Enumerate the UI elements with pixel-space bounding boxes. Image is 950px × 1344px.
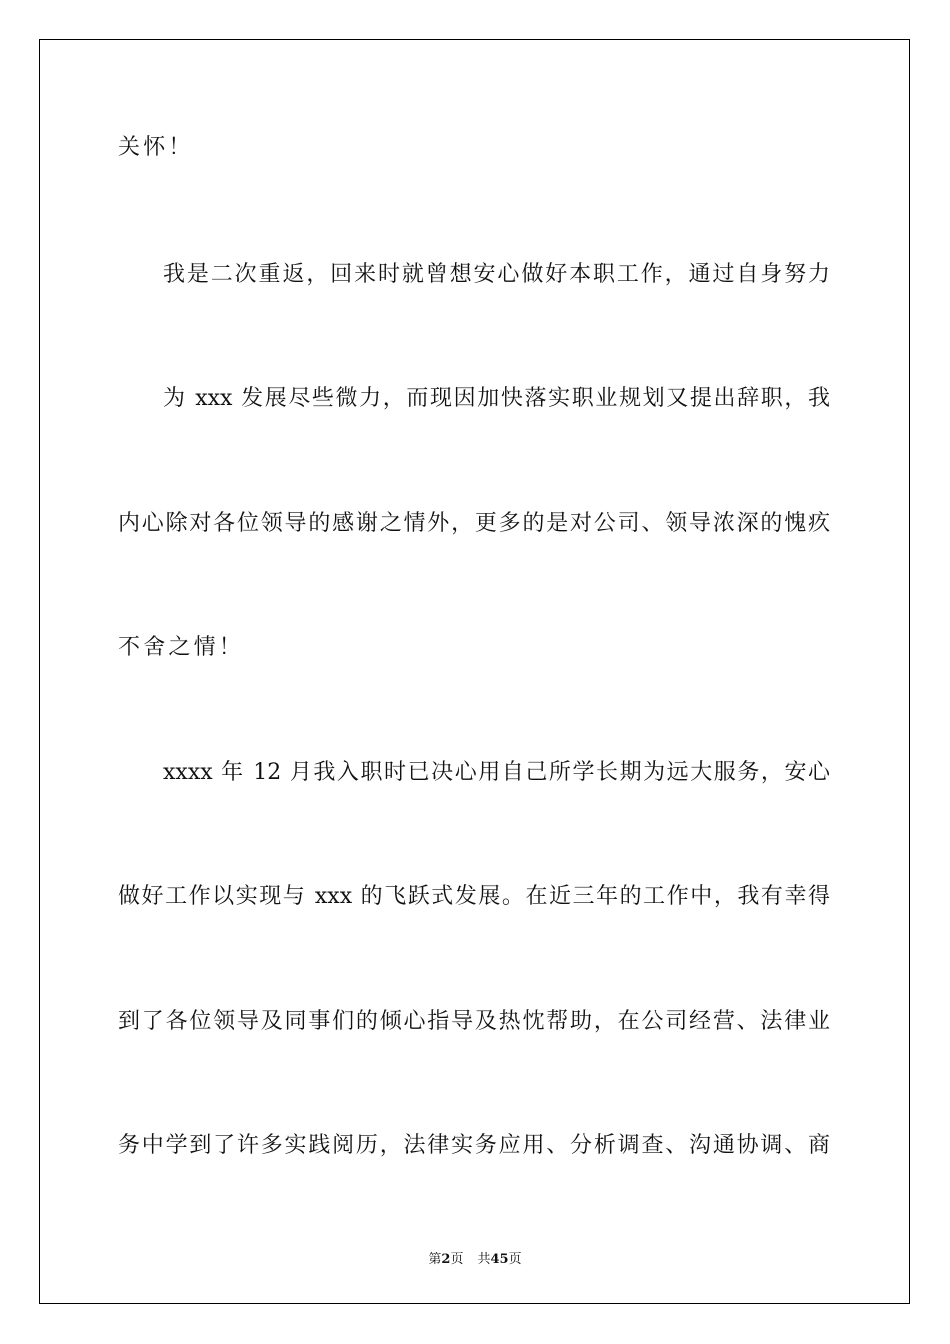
- text-line-4: 内心除对各位领导的感谢之情外，更多的是对公司、领导浓深的愧疚: [118, 511, 830, 536]
- text-line-5: 不舍之情！: [118, 635, 245, 660]
- total-prefix: 共: [477, 1252, 491, 1267]
- text-line-3: 为 xxx 发展尽些微力，而现因加快落实职业规划又提出辞职，我: [163, 386, 830, 411]
- total-suffix: 页: [508, 1252, 522, 1267]
- page-border: [39, 39, 910, 1304]
- page-footer: [0, 1248, 950, 1267]
- total-pages: 45: [490, 1252, 509, 1267]
- text-line-7: 做好工作以实现与 xxx 的飞跃式发展。在近三年的工作中，我有幸得: [118, 884, 830, 909]
- text-line-1: 关怀！: [118, 135, 194, 160]
- text-line-2: 我是二次重返，回来时就曾想安心做好本职工作，通过自身努力: [163, 262, 830, 287]
- page-suffix: 页: [450, 1252, 464, 1267]
- page-prefix: 第: [428, 1252, 442, 1267]
- page-number: 2: [441, 1252, 451, 1267]
- text-line-8: 到了各位领导及同事们的倾心指导及热忱帮助，在公司经营、法律业: [118, 1009, 830, 1034]
- text-line-6: xxxx 年 12 月我入职时已决心用自己所学长期为远大服务，安心: [163, 760, 830, 785]
- text-line-9: 务中学到了许多实践阅历，法律实务应用、分析调查、沟通协调、商: [118, 1133, 830, 1158]
